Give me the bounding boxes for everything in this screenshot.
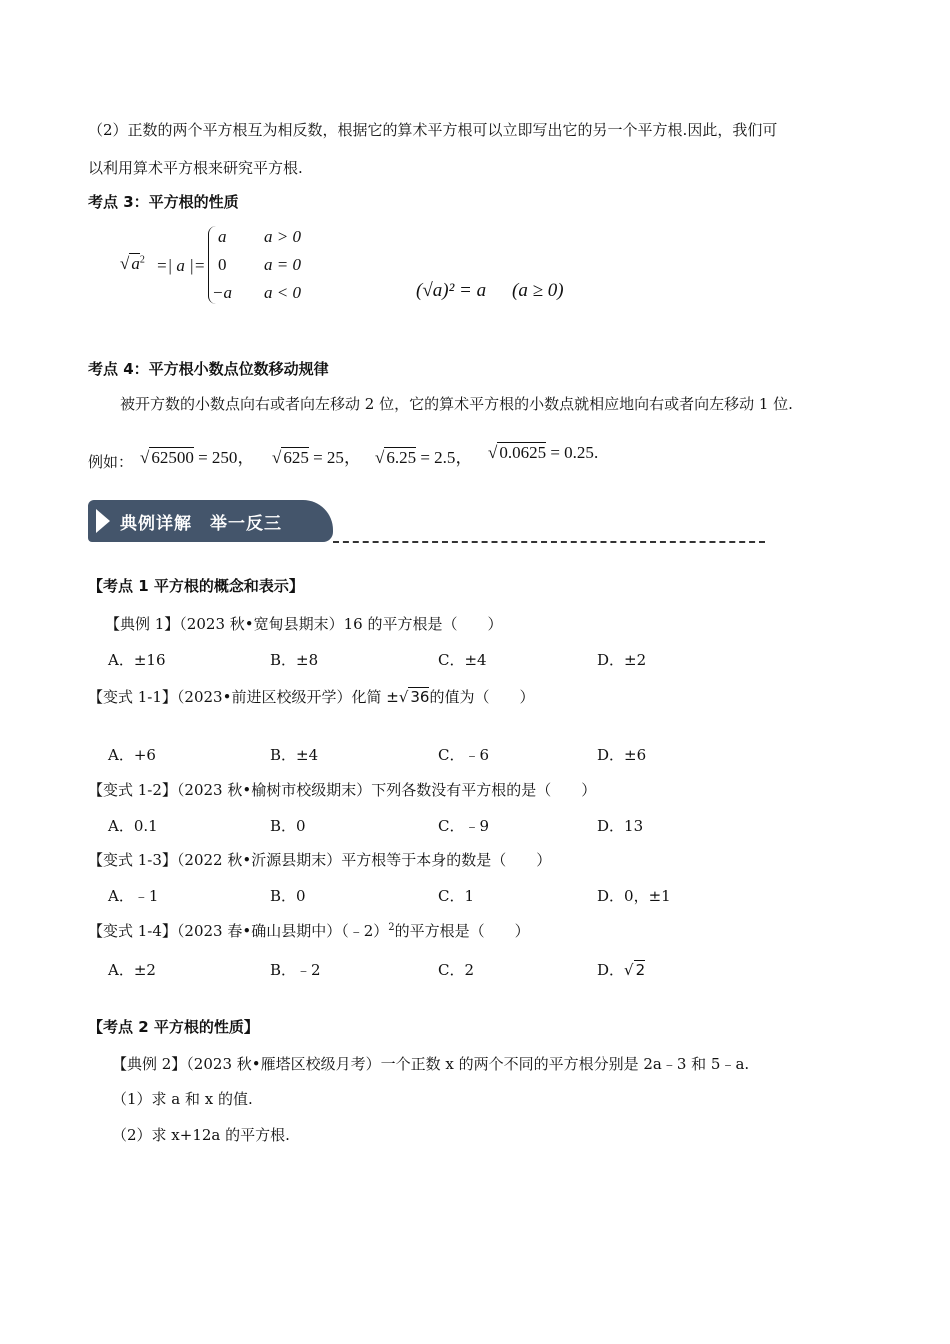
option: B．±8	[270, 651, 319, 669]
option: D．√ 2	[597, 961, 646, 979]
identity-condition: (a ≥ 0)	[512, 280, 564, 301]
banner-text: 典例详解 举一反三	[120, 514, 282, 534]
option: C．﹣6	[438, 746, 490, 764]
example2-part2: （2）求 x+12a 的平方根.	[112, 1126, 290, 1144]
option: D．±6	[597, 746, 647, 764]
intro-line-2: 以利用算术平方根来研究平方根.	[88, 159, 303, 177]
case-cond: a > 0	[264, 227, 301, 246]
example-1: √ 62500 = 250，	[140, 448, 255, 467]
q1-stem: 【典例 1】（2023 秋•宽甸县期末）16 的平方根是（ ）	[105, 615, 503, 633]
option: A．±16	[108, 651, 166, 669]
option: B．0	[270, 817, 306, 835]
case-value: 0	[218, 255, 227, 274]
option: B．0	[270, 887, 306, 905]
example-label: 例如：	[88, 453, 134, 471]
q3-stem: 【变式 1-2】（2023 秋•榆树市校级期末）下列各数没有平方根的是（ ）	[88, 781, 597, 799]
s1-title: 【考点 1 平方根的概念和表示】	[88, 577, 304, 595]
option: B．±4	[270, 746, 319, 764]
option: D．±2	[597, 651, 647, 669]
kp4-desc: 被开方数的小数点向右或者向左移动 2 位，它的算术平方根的小数点就相应地向右或者向左移动 1 位.	[120, 395, 793, 413]
option: C．1	[438, 887, 475, 905]
option: D．13	[597, 817, 644, 835]
q4-stem: 【变式 1-3】（2022 秋•沂源县期末）平方根等于本身的数是（ ）	[88, 851, 552, 869]
example-2: √ 625 = 25，	[272, 448, 361, 467]
abs-a: =| a |=	[156, 256, 206, 275]
case-cond: a < 0	[264, 283, 301, 302]
intro-line-1: （2）正数的两个平方根互为相反数，根据它的算术平方根可以立即写出它的另一个平方根.因此，我们可	[88, 121, 778, 139]
s2-title: 【考点 2 平方根的性质】	[88, 1018, 259, 1036]
example2-stem: 【典例 2】（2023 秋•雁塔区校级月考）一个正数 x 的两个不同的平方根分别是 2a﹣3 和 5﹣a.	[112, 1055, 750, 1073]
option: C．±4	[438, 651, 487, 669]
case-cond: a = 0	[264, 255, 301, 274]
option: A．0.1	[108, 817, 158, 835]
option: A．﹣1	[108, 887, 159, 905]
option: C．﹣9	[438, 817, 490, 835]
play-icon	[96, 509, 110, 533]
kp3-title: 考点 3：平方根的性质	[88, 193, 239, 211]
q5-stem: 【变式 1-4】（2023 春•确山县期中）（﹣2）$^2$的平方根是（ ）	[88, 922, 530, 940]
option: A．±2	[108, 961, 156, 979]
section-banner	[88, 500, 333, 542]
sqrt-a-squared: √ $a^2$	[120, 254, 145, 273]
example2-part1: （1）求 a 和 x 的值.	[112, 1090, 253, 1108]
case-value: −a	[212, 283, 232, 302]
case-value: a	[218, 227, 227, 246]
option: B．﹣2	[270, 961, 321, 979]
option: A．+6	[108, 746, 156, 764]
sqrt-a-squared-identity: (√a)² = a	[416, 280, 487, 301]
dashed-divider	[333, 541, 765, 543]
kp4-title: 考点 4：平方根小数点位数移动规律	[88, 360, 329, 378]
option: C．2	[438, 961, 475, 979]
option: D．0，±1	[597, 887, 671, 905]
example-4: √ 0.0625 = 0.25.	[488, 443, 599, 462]
example-3: √ 6.25 = 2.5，	[375, 448, 473, 467]
q2-stem: 【变式 1-1】（2023•前进区校级开学）化简 ±√ 36的值为（ ）	[88, 688, 535, 706]
